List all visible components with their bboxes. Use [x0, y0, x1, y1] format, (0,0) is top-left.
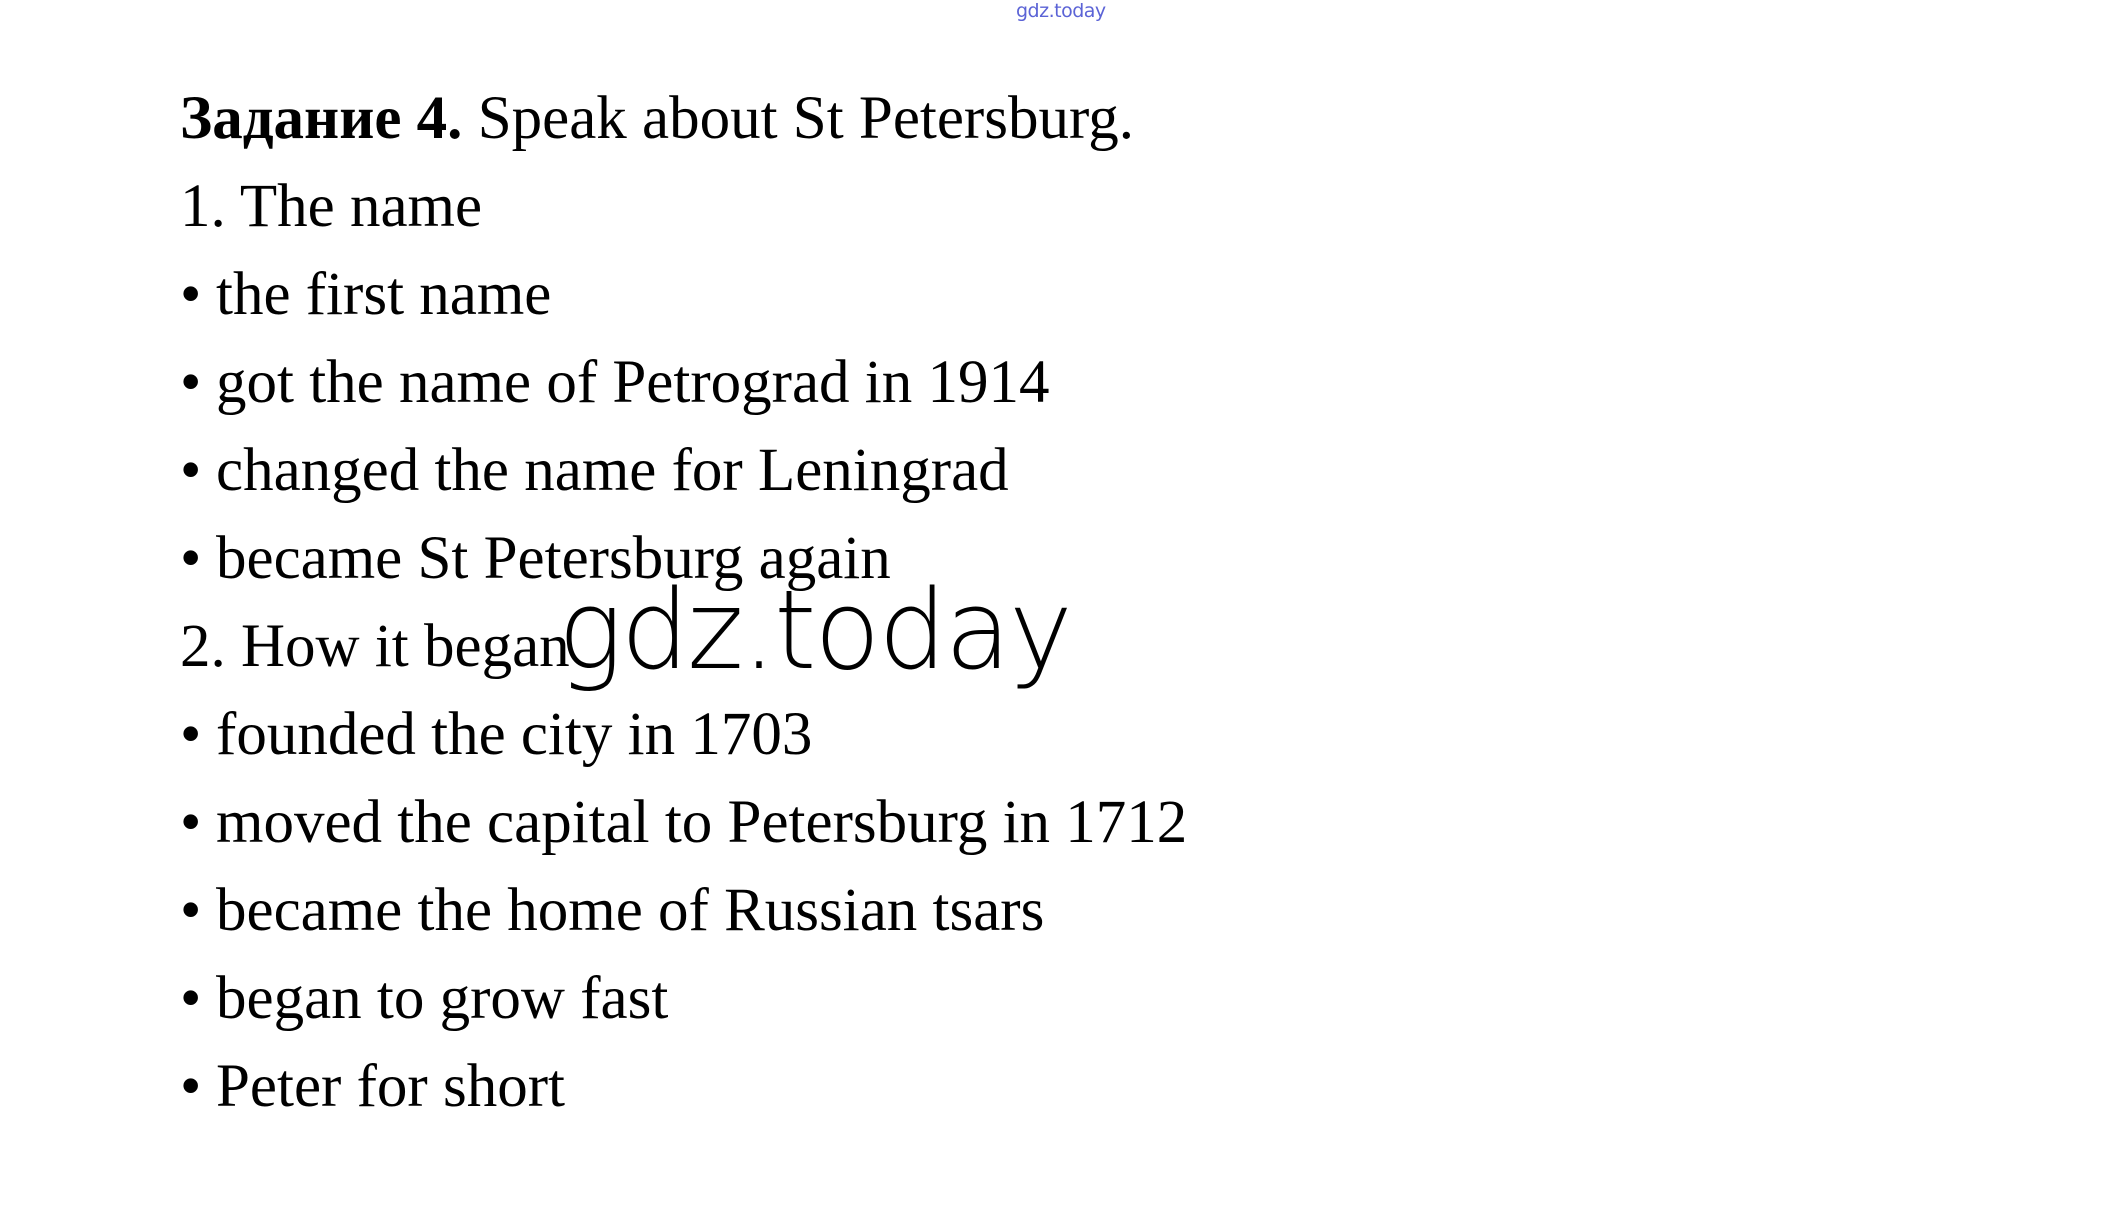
watermark-center: gdz.today — [558, 566, 1071, 694]
section-title: 2. How it began — [180, 613, 570, 680]
list-item-text: changed the name for Leningrad — [216, 437, 1009, 504]
list-item-text: the first name — [216, 261, 552, 328]
task-heading — [180, 75, 1187, 163]
bullet-icon: • — [180, 965, 202, 1032]
list-item — [180, 779, 1187, 867]
list-item — [180, 1043, 1187, 1131]
task-instruction: Speak about St Petersburg. — [477, 85, 1134, 152]
bullet-icon: • — [180, 437, 202, 504]
list-item-text: founded the city in 1703 — [216, 701, 813, 768]
task-label: Задание 4. — [180, 85, 463, 152]
bullet-icon: • — [180, 877, 202, 944]
list-item-text: became St Petersburg again — [216, 525, 891, 592]
list-item — [180, 251, 1187, 339]
list-item — [180, 955, 1187, 1043]
list-item — [180, 427, 1187, 515]
list-item — [180, 867, 1187, 955]
watermark-top: gdz.today — [1016, 0, 1106, 22]
section-title: 1. The name — [180, 173, 483, 240]
bullet-icon: • — [180, 525, 202, 592]
list-item — [180, 691, 1187, 779]
bullet-icon: • — [180, 789, 202, 856]
list-item-text: moved the capital to Petersburg in 1712 — [216, 789, 1188, 856]
bullet-icon: • — [180, 349, 202, 416]
bullet-icon: • — [180, 1053, 202, 1120]
list-item-text: became the home of Russian tsars — [216, 877, 1045, 944]
list-item-text: got the name of Petrograd in 1914 — [216, 349, 1050, 416]
list-item-text: began to grow fast — [216, 965, 669, 1032]
bullet-icon: • — [180, 261, 202, 328]
list-item-text: Peter for short — [216, 1053, 565, 1120]
bullet-icon: • — [180, 701, 202, 768]
list-item — [180, 339, 1187, 427]
